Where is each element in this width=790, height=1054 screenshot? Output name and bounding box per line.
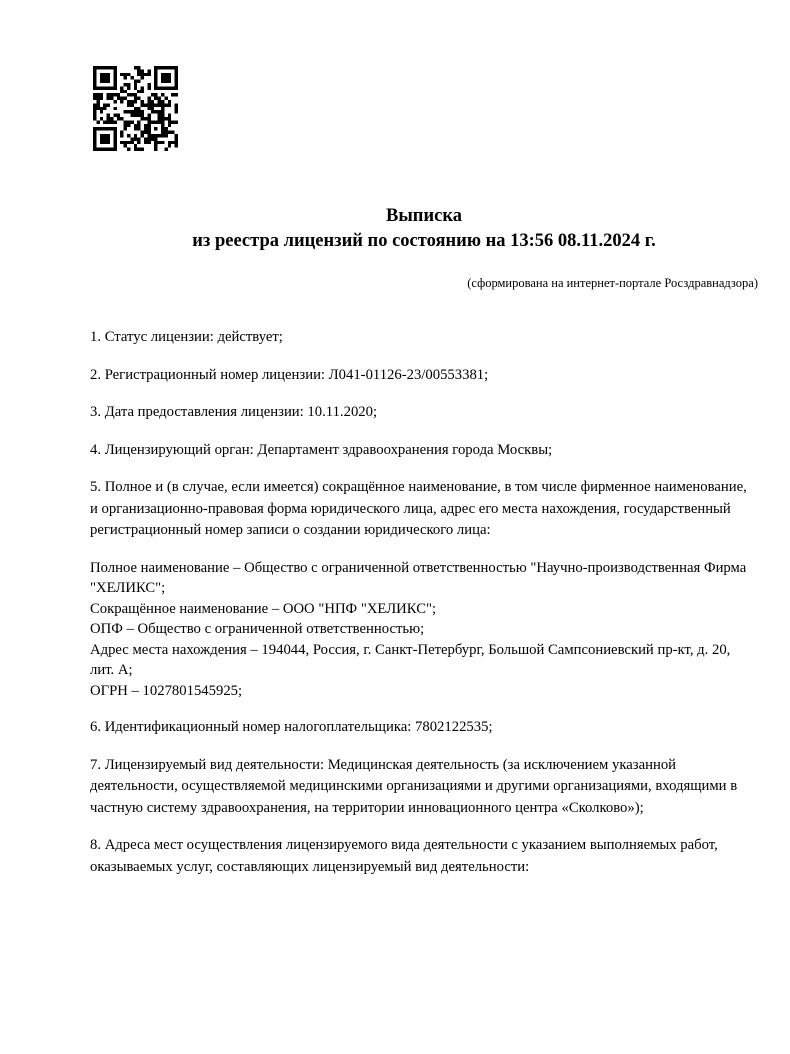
paragraph-registration-number: 2. Регистрационный номер лицензии: Л041-01126-23/00553381; [90, 366, 489, 383]
paragraph-inn: 6. Идентификационный номер налогоплательщика: 7802122535; [90, 719, 493, 735]
paragraph-licensing-authority: 4. Лицензирующий орган: Департамент здравоохранения города Москвы; [90, 441, 553, 458]
paragraph-license-status: 1. Статус лицензии: действует; [90, 329, 283, 345]
org-short-name: Сокращённое наименование – ООО "НПФ "ХЕЛИКС"; [90, 600, 437, 617]
document-body [90, 327, 758, 878]
paragraph-org-name-intro: 5. Полное и (в случае, если имеется) сокращённое наименование, в том числе фирменное наименование, и организационно-правовая форма юридического лица, адрес его места нахождения, государственный регистрационный номер записи о создании юридического лица: [90, 479, 747, 538]
document-title-line-1: Выписка [386, 206, 462, 226]
document-content [90, 0, 758, 894]
document-header [90, 204, 758, 254]
paragraph-licensed-activity: 7. Лицензируемый вид деятельности: Медицинская деятельность (за исключением указанной деятельности, осуществляемой медицинскими организациями и другими организациями, входящими в частную систему здравоохранения, на территории инновационного центра «Сколково»); [90, 756, 738, 816]
org-legal-form: ОПФ – Общество с ограниченной ответственностью; [90, 621, 425, 637]
formation-note: (сформирована на интернет-портале Росздравнадзора) [467, 276, 758, 290]
org-ogrn: ОГРН – 1027801545925; [90, 682, 243, 699]
paragraph-activity-addresses: 8. Адреса мест осуществления лицензируемого вида деятельности с указанием выполняемых работ, оказываемых услуг, составляющих лицензируемый вид деятельности: [90, 837, 718, 875]
paragraph-grant-date: 3. Дата предоставления лицензии: 10.11.2020; [90, 404, 378, 420]
org-details [90, 558, 758, 702]
org-full-name: Полное наименование – Общество с ограниченной ответственностью "Научно-производственная Фирма "ХЕЛИКС"; [90, 559, 747, 596]
org-address: Адрес места нахождения – 194044, Россия, г. Санкт-Петербург, Большой Сампсониевский пр-кт, д. 20, лит. А; [90, 641, 731, 678]
document-title-line-2: из реестра лицензий по состоянию на 13:56 08.11.2024 г. [192, 231, 656, 251]
